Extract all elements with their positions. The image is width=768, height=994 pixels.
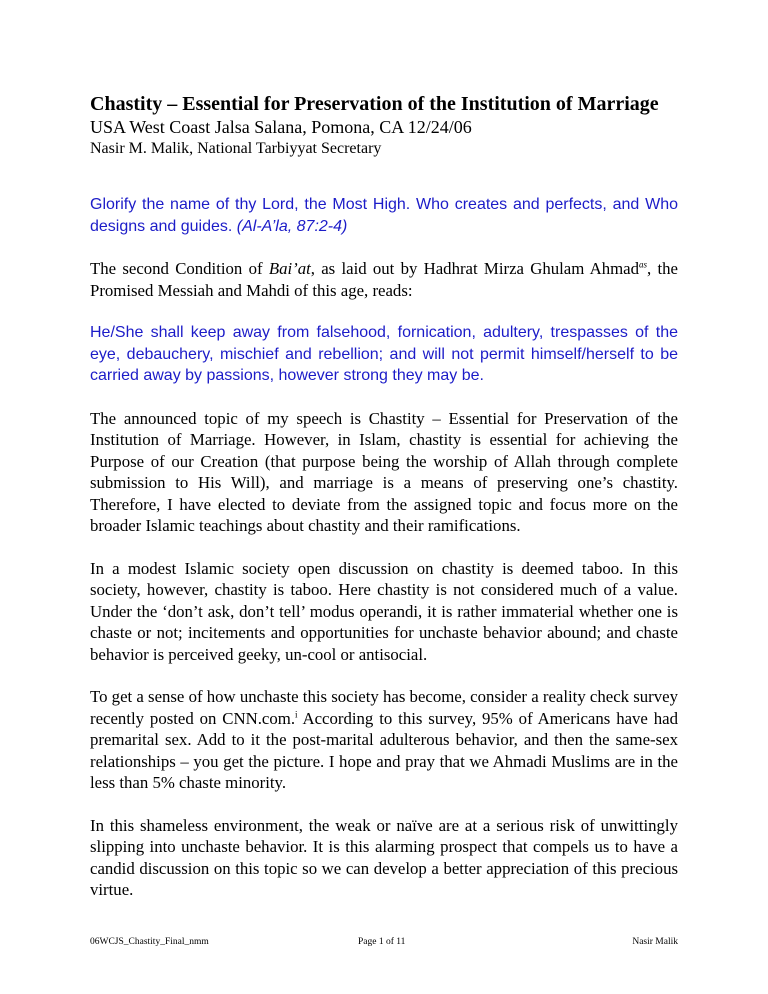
footnote-mark[interactable]: i [295, 708, 298, 719]
opening-quote-reference: (Al-A’la, 87:2-4) [236, 217, 348, 235]
para1-text-middle: , as laid out by Hadhrat Mirza Ghulam Ahmad [310, 259, 640, 278]
paragraph-environment: In this shameless environment, the weak or naïve are at a serious risk of unwittingly slipping into unchaste behavior. It is this alarming prospect that compels us to have a candid discussion on this topic so we can develop a better appreciation of this precious virtue. [90, 815, 678, 899]
page-footer [90, 937, 678, 951]
bai-at-term: Bai’at [268, 259, 311, 278]
para4-text-after: According to this survey, 95% of Americans have had premarital sex. Add to it the post-marital adulterous behavior, and then the same-sex relationships – you get the picture. I hope and pray that we Ahmadi Muslims are in the less than 5% chaste minority. [90, 708, 678, 792]
footer-filename: 06WCJS_Chastity_Final_nmm [90, 937, 209, 947]
footer-page-number: Page 1 of 11 [358, 937, 406, 947]
paragraph-taboo: In a modest Islamic society open discussion on chastity is deemed taboo. In this society, however, chastity is taboo. Here chastity is not considered much of a value. Under the ‘don’t ask, don’t tell’ modus operandi, it is rather immaterial whether one is chaste or not; incitements and opportunities for unchaste behavior abound; and chaste behavior is perceived geeky, un-cool or antisocial. [90, 558, 678, 664]
page-content [90, 92, 678, 901]
author-line: Nasir M. Malik, National Tarbiyyat Secretary [90, 140, 382, 157]
event-subtitle: USA West Coast Jalsa Salana, Pomona, CA 12/24/06 [90, 117, 472, 137]
footer-author: Nasir Malik [632, 937, 678, 947]
condition-quote: He/She shall keep away from falsehood, fornication, adultery, trespasses of the eye, debauchery, mischief and rebellion; and will not permit himself/herself to be carried away by passions, however strong they may be. [90, 324, 678, 384]
opening-quote [90, 194, 678, 237]
para4-text-before: To get a sense of how unchaste this society has become, consider a reality check survey recently posted on CNN.com. [90, 687, 678, 728]
opening-quote-text: Glorify the name of thy Lord, the Most High. Who creates and perfects, and Who designs and guides. [90, 196, 678, 235]
document-title: Chastity – Essential for Preservation of the Institution of Marriage [90, 93, 659, 115]
paragraph-bai-at [90, 258, 678, 301]
para1-text-before: The second Condition of [90, 259, 269, 278]
paragraph-survey [90, 686, 678, 794]
honorific-superscript: as [639, 259, 648, 270]
para1-text-after: , the Promised Messiah and Mahdi of this age, reads: [90, 259, 678, 300]
paragraph-topic: The announced topic of my speech is Chastity – Essential for Preservation of the Institution of Marriage. However, in Islam, chastity is essential for achieving the Purpose of our Creation (that purpose being the worship of Allah through complete submission to His Will), and marriage is a means of preserving one’s chastity. Therefore, I have elected to deviate from the assigned topic and focus more on the broader Islamic teachings about chastity and their ramifications. [90, 408, 678, 535]
